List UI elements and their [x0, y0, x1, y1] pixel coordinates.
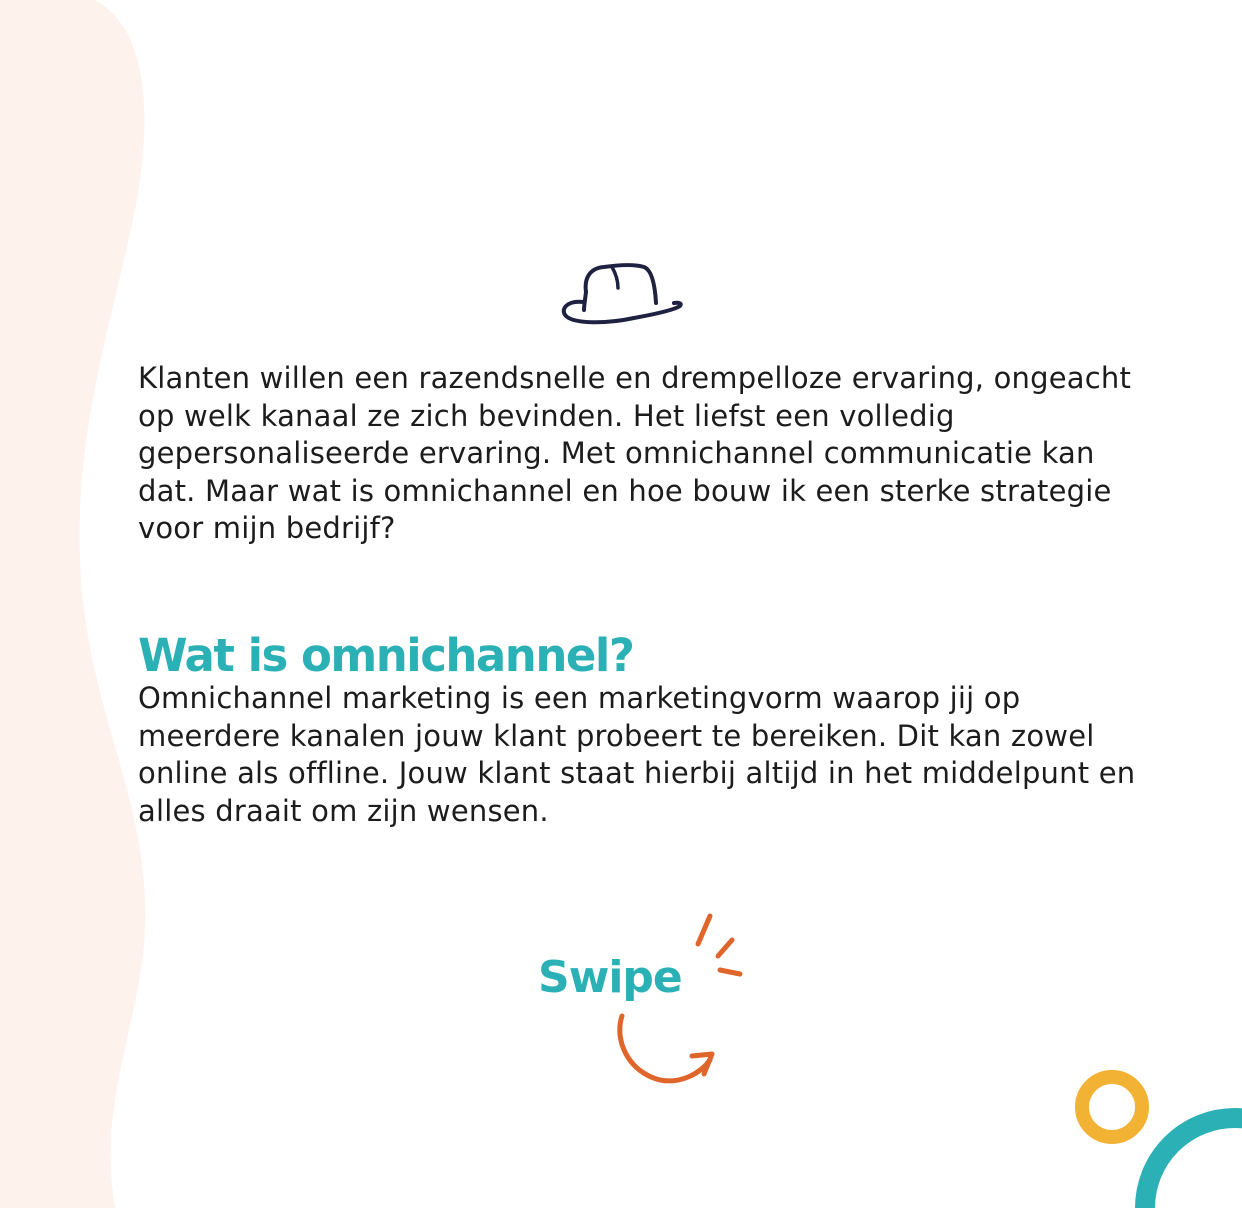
intro-paragraph: Klanten willen een razendsnelle en drempelloze ervaring, ongeacht op welk kanaal ze zich bevinden. Het liefst een volledig gepersonaliseerde ervaring. Met omnichannel communicatie kan dat. Maar wat is omnichannel en hoe bouw ik een sterke strategie voor mijn bedrijf? [138, 361, 1132, 545]
left-wave-panel [0, 0, 145, 1208]
arc-decoration [1145, 1118, 1242, 1208]
section-heading: Wat is omnichannel? [138, 629, 634, 682]
burst-lines-icon [698, 916, 740, 974]
swipe-label[interactable]: Swipe [538, 952, 682, 1003]
swipe-indicator [600, 900, 760, 1100]
curved-arrow-icon [620, 1016, 712, 1081]
hat-icon [556, 258, 688, 332]
section-body: Omnichannel marketing is een marketingvorm waarop jij op meerdere kanalen jouw klant probeert te bereiken. Dit kan zowel online als offline. Jouw klant staat hierbij altijd in het middelpunt en alles draait om zijn wensen. [138, 681, 1136, 828]
ring-decoration [1082, 1077, 1142, 1137]
